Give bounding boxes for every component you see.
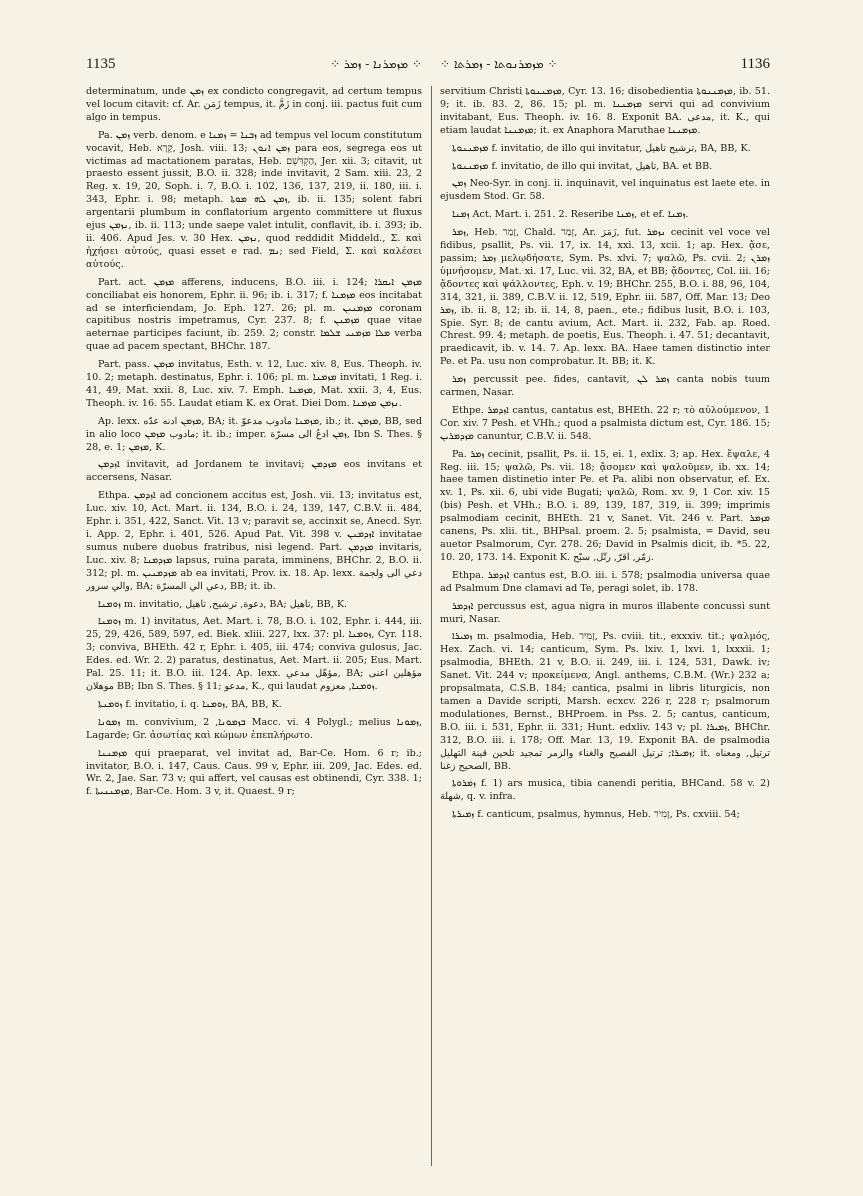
left-page-header bbox=[86, 50, 422, 78]
entry-paragraph: ܙܘܡܢܐ m. invitatio, دعوة, ترشيح, تاهيل, BA; تاهيل, BB, K. bbox=[98, 598, 348, 610]
left-column bbox=[86, 86, 422, 1181]
left-page-number: 1135 bbox=[86, 55, 116, 72]
entry-paragraph: ܙܡܪ, Heb. זָמַר, Chald. זְמַר, Ar. زَمَرَ, fut. ܢܙܡܪ cecinit vel voce vel fidibus, psallit, Ps. vii. 17, ix. 14, xxi. 13, xcii. 1; ap. Hex. ᾄσε, passim; ܙܡܪ μελῳδήσατε, Sym. Ps. xlvi. 7; ψαλῶ, Ps. cvii. 2; ܙܡܪܢ ὑμνήσομεν, Mat. xi. 17, Luc. vii. 32, BA, et BB; ᾄδοντες, Col. iii. 16; ᾄδοντες καὶ ψάλλοντες, Eph. v. 19; BHChr. 255, B.O. i. 88, 96, 104, 314, 321, ii. 389, C.B.V. ii. 12, 519, Ephr. iii. 587, Off. Mar. 13; Deo ܙܡܪ, ib. ii. 8, 12; ib. ii. 14, 8, paen., ete.; fidibus lusit, B.O. i. 103, Spie. Syr. 8; de cantu avium, Act. Mart. ii. 232, Fab. ap. Roed. Chrest. 99. 4; metaph. de poetis, Eus. Theoph. i. 47. 51; decantavit, praedicavit, ib. v. 14. 7. Ap. lexx. BA. Haee tamen distinctio inter Pe. et Pa. usu non comprobatur. It. BB; it. K. bbox=[440, 227, 770, 368]
entry-paragraph: ܡܙܡܢܢܘܬܐ f. invitatio, de illo qui invitatur, ترشيح تاهيل, BA, BB, K. bbox=[452, 142, 751, 154]
entry-paragraph: ܙܡܝܪܐ m. psalmodia, Heb. זָמִיר, Ps. cviii. tit., exxxiv. tit.; ψαλμός, Hex. Zach. vi. 14; canticum, Sym. Ps. lxiv. 1, lxvi. 1, lxxxii. 1; psalmodia, BHEth. 21 v, B.O. ii. 249, iii. i. 124, 531, Dawk. iv; Sanet. Vit. 244 v; προκείμενα, Angl. anthems, C.B.M. (Wr.) 232 a; propsalmata, C.S.B. 184; cantica, psalmi in libris liturgicis, non tamen a Davide scripti, Marsh. ecxcv. 226 r, 228 r; psalmorum modulationes, Bernst., BHProem. in Pss. 2. 5; cantus, canticum, B.O. iii. i. 531, Ephr. ii. 331; Hunt. edxliv. 143 v; pl. ܙܡܝܪܐ, BHChr. 312, B.O. iii. i. 178; Off. Mar. 13, 19. Exponit BA. de psalmodia ܙܡܝܪܐ; ترتيل الفصيح والغناء والزمر تمجيد تلحين قينة التهليل; it. ترتيل, ومعناه الصحيح زغنا, BB. bbox=[440, 631, 770, 772]
entry-paragraph: Pa. ܙܡܪ cecinit, psallit, Ps. ii. 15, ei. 1, exlix. 3; ap. Hex. ἔψαλε, 4 Reg. iii. 15; ψαλῶ, Ps. vii. 18; ᾄσομεν καὶ ψαλοῦμεν, ib. xx. 14; haee tamen distinetio inter Pe. et Pa. alibi non observatur, ef. Ex. xv. 1, Ps. xii. 6, ubi vide Bugati; ψαλῶ, Rom. xv. 9, 1 Cor. xiv. 15 (bis) Pesh. et VHh.; B.O. i. 89, 139, 187, 319, ii. 399; imprimis psalmodiam cecinit, BHEth. 21 v, Sanet. Vit. 246 v. Part. ܡܙܡܪ canens, Ps. xlii. tit., BHPsal. proem. 2. 5; psalmista, = David, seu auetor Psalmorum, Cyr. 278. 26; David in Psalmis dicit, ib. *5. 22, 10. 20, 173. 14. Exponit K. زمّر, اقرّ, رتّل, سبّح. bbox=[440, 448, 770, 563]
right-running-title: ⁘ ܡܙܡܪܢܘܬܐ - ܙܡܪܬܐ ⁘ bbox=[440, 56, 558, 71]
entry-paragraph: ܡܙܡܢܢܘܬܐ f. invitatio, de illo qui invitat, تاهيل, BA. et BB. bbox=[452, 160, 713, 172]
entry-paragraph: Part. act. ܡܙܡܢ afferens, inducens, B.O. iii. i. 124; ܡܙܡܢ ܐܝܩܪܐ conciliabat eis honorem, Ephr. ii. 96; ib. i. 317; f. ܡܙܡܢܐ eos incitabat ad se interficiendam, Jo. Eph. 127. 26; pl. m. ܡܙܡܢܝܢ coronam capitibus nostris impetramus, Cyr. 237. 8; f. ܡܙܡܢܢ quae vitae aeternae participes faciunt, ib. 259. 2; constr. ܡܠܐ ܡܙܡܢܝ ܫܠܡܐ verba quae ad pacem spectant, BHChr. 187. bbox=[86, 276, 422, 353]
entry-paragraph: servitium Christi ܡܙܡܢܢܘܬܐ, Cyr. 13. 16; disobedientia ܡܙܡܢܢܘܬܐ, ib. 51. 9; it. ib. 83. 2, 86. 15; pl. m. ܡܙܡܢܢܐ servi qui ad convivium invitabant, Eus. Theoph. iv. 16. 8. Exponit BA. مدعى, it. K., qui etiam laudat ܡܙܡܢܢܐ; it. ex Anaphora Maruthae ܡܙܡܢܢܐ. bbox=[440, 86, 770, 136]
column-divider bbox=[431, 86, 432, 1166]
entry-paragraph: ܙܡܢܐ Act. Mart. i. 251. 2. Reseribe ܙܡܢܐ, et ef. ܙܡܢܐ. bbox=[452, 209, 689, 221]
entry-paragraph: ܙܡܪܘܬܐ f. 1) ars musica, tibia canendi peritia, BHCand. 58 v. 2) شهلة, q. v. infra. bbox=[440, 778, 770, 803]
entry-paragraph: Ethpe. ܐܙܕܡܪ cantus, cantatus est, BHEth. 22 r; τὸ αὐλούμενον, 1 Cor. xiv. 7 Pesh. et VHh.; quod a psalmista dictum est, Cyr. 186. 15; ܡܙܕܡܪܝܢ canuntur, C.B.V. ii. 548. bbox=[440, 404, 770, 442]
right-column bbox=[440, 86, 770, 1181]
entry-paragraph: Ap. lexx. ܡܙܡܢ ادنه عدّه, BA; it. ܡܙܡܢܐ مادوب مدعوّ, ib.; it. ܡܙܡܢ, BB, sed in alio loco مادوب ܡܙܡܢ; it. ib.; imper. ܙܡܢ ادعُ الى مسرّة, Ibn S. Thes. § 28, e. 1; ܡܙܡܢ, K. bbox=[86, 415, 422, 453]
entry-paragraph: ܙܡܢ Neo-Syr. in conj. ii. inquinavit, vel inquinatus est laete ete. in ejusdem Stod. Gr. 58. bbox=[440, 178, 770, 203]
entry-paragraph: ܙܡܝܪܬܐ f. canticum, psalmus, hymnus, Heb. זָמִיר, Ps. cxviii. 54; bbox=[452, 809, 740, 821]
entry-paragraph: Part. pass. ܡܙܡܢ invitatus, Esth. v. 12, Luc. xiv. 8, Eus. Theoph. iv. 10. 2; metaph. destinatus, Ephr. i. 106; pl. m. ܡܙܡܢܐ invitati, 1 Reg. i. 41, 49, Mat. xxii. 8, Luc. xiv. 7. Emph. ܡܙܡܢܐ, Mat. xxii. 3, 4, Eus. Theoph. iv. 16. 55. Laudat etiam K. ex Orat. Diei Dom. ܢܙܡܢ ܡܙܡܢܐ. bbox=[86, 359, 422, 409]
entry-paragraph: ܙܘܡܢܬܐ f. invitatio, i. q. ܙܘܡܢܐ, BA, BB, K. bbox=[98, 698, 282, 710]
entry-paragraph: determinatum, unde ܙܡܢ ex condicto congregavit, ad certum tempus vel locum citavit: cf. Ar. زَمَن tempus, it. زَمَّ in conj. iii. pactus fuit cum algo in tempus. bbox=[86, 86, 422, 123]
right-page-header bbox=[440, 50, 770, 78]
entry-paragraph: ܡܙܡܢܢܐ qui praeparat, vel invitat ad, Bar-Ce. Hom. 6 r; ib.; invitator, B.O. i. 147, Caus. Caus. 99 v, Ephr. iii. 209, Jac. Edes. ed. Wr. 2, Jae. Sar. 73 v; qui affert, vel causas est obtinendi, Cyr. 338. 1; f. ܡܙܡܢܢܝܬܐ, Bar-Ce. Hom. 3 v, it. Quaest. 9 r; bbox=[86, 747, 422, 798]
entry-paragraph: ܙܡܘܢܐ m. convivium, ܒܙܡܘܢܐ, 2 Macc. vi. 4 Polygl.; melius ܙܡܘܢܐ, Lagarde; Gr. ἀσωτίας καὶ κώμων ἐπεπλήρωτο. bbox=[86, 716, 422, 741]
right-page-number: 1136 bbox=[740, 55, 770, 72]
entry-paragraph: Pa. ܙܡܢ verb. denom. e ܙܒܢܐ = ܙܡܢܐ ad tempus vel locum constitutum vocavit, Heb. קָרָא, Josh. viii. 13; ܙܡܢ ܐܢܘܢ para eos, segrega eos ut victimas ad mactationem paratas, Heb. הַקְדִּשֵׁם, Jer. xii. 3; citavit, ut praesto essent jussit, B.O. ii. 328; inde invitavit, 2 Sam. xiii. 23, 2 Reg. x. 19, 20, Soph. i. 7, B.O. i. 102, 136, 137, 219, ii. 180, iii. i. 343, Ephr. i. 98; metaph. ܙܡܢ ܠܗ ܡܘܬܐ, ib. ii. 135; solent fabri argentarii plumbum in conflatorium argento committere ut fluxus ejus ܢܙܡܢ, ib. ii. 113; unde saepe valet intulit, conflavit, ib. i. 393; ib. ii. 406. Apud Jes. v. 30 Hex. ܢܙܡܢ, quod reddidit Middeld., Σ. καὶ ἠχήσει αὐτούς, quasi esset e rad. ܢܡ; sed Field, Σ. καὶ καλέσει αὐτούς. bbox=[86, 129, 422, 270]
entry-paragraph: Ethpa. ܐܙܕܡܪ cantus est, B.O. iii. i. 578; psalmodia universa quae ad Psalmum Dne clamavi ad Te, peragi solet, ib. 178. bbox=[440, 569, 770, 594]
entry-paragraph: ܐܙܕܡܢ invitavit, ad Jordanem te invitavi; ܡܙܕܡܢ eos invitans et accersens, Nasar. bbox=[86, 459, 422, 484]
entry-paragraph: ܙܘܡܢܐ m. 1) invitatus, Aet. Mart. i. 78, B.O. i. 102, Ephr. i. 444, iii. 25, 29, 426, 589, 597, ed. Biek. xliii. 227, lxx. 37: pl. ܙܘܡܢܐ, Cyr. 118. 3; conviva, BHEth. 42 r, Ephr. i. 405, iii. 474; conviva gulosus, Jac. Edes. ed. Wr. 2. 2) paratus, destinatus, Aet. Mart. ii. 205; Eus. Mart. Pal. 25. 11; it. B.O. iii. 124. Ap. lexx. مؤهّل مدعي, BA; مؤهلين اعنى موهلان BB; Ibn S. Thes. § 11; مدعو, K., qui laudat ܙܘܡܢܐ, معزوم. bbox=[86, 616, 422, 692]
entry-paragraph: ܐܙܕܡܪ percussus est, agua nigra in muros illabente concussi sunt muri, Nasar. bbox=[440, 600, 770, 625]
entry-paragraph: ܙܡܪ percussit pee. fides, cantavit, ܙܡܪ ܠܢ canta nobis tuum carmen, Nasar. bbox=[440, 374, 770, 399]
entry-paragraph: Ethpa. ܐܙܕܡܢ ad concionem accitus est, Josh. vii. 13; invitatus est, Luc. xiv. 10, Act. Mart. ii. 134, B.O. i. 24, 139, 147, C.B.V. ii. 484, Ephr. i. 351, 422, Sanct. Vit. 13 v; paravit se, accinxit se, Anecd. Syr. i. App. 2, Ephr. i. 401, 526. Apud Pat. Vit. 398 v. ܐܙܕܡܢܢ invitatae sumus nubere duobus fratribus, nisi legend. Part. ܡܙܕܡܢ invitaris, Luc. xiv. 8; ܡܙܕܡܢܐ lapsus, ruina parata, imminens, BHChr. 2, B.O. ii. 312; pl. m. ܡܙܕܡܢܝܢ ab ea invitati, Prov. ix. 18. Ap. lexx. دعي الى ولجمة والي سرور, BA; دعي الي المسرّة, BB; it. ib. bbox=[86, 490, 422, 592]
left-running-title: ⁘ ܡܙܡܪܢܐ - ܙܡܪ ⁘ bbox=[330, 56, 422, 71]
